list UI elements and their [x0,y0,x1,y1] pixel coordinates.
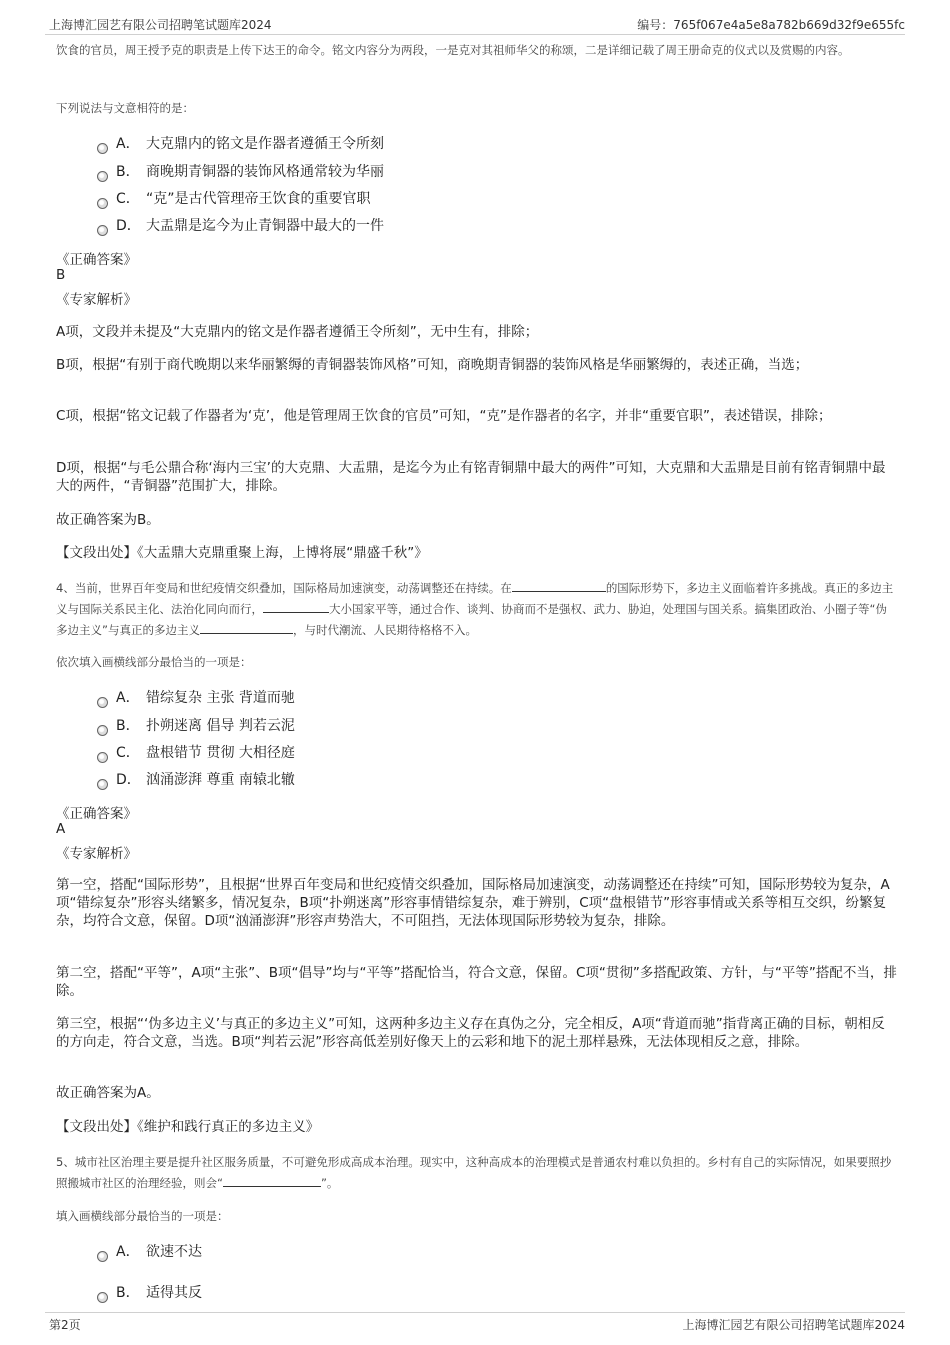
radio-icon[interactable] [97,697,108,708]
q4-answer: A [56,821,66,837]
q3-analysis-d: D项，根据“与毛公鼎合称‘海内三宝’的大克鼎、大盂鼎，是迄今为止有铭青铜鼎中最大的两件”可知，大克鼎和大盂鼎是目前有铭青铜鼎中最大的两件，“青铜器”范围扩大，排除。 [56,460,886,494]
q3-prompt: 下列说法与文意相符的是： [56,101,194,115]
q3-conclusion: 故正确答案为B。 [56,512,160,528]
q3-option-d[interactable]: D． 大盂鼎是迄今为止青铜器中最大的一件 [97,216,384,236]
radio-icon[interactable] [97,143,108,154]
q4-analysis-first-blank: 第一空，搭配“国际形势”，且根据“世界百年变局和世纪疫情交织叠加，国际格局加速演变，动荡调整还在持续”可知，国际形势较为复杂，A项“错综复杂”形容头绪繁多，情况复杂，B项“扑朔迷离”形容事情错综复杂，难于辨别，C项“盘根错节”形容事情或关系等相互交织，纷繁复杂，均符合文意，保留。D项“汹涌澎湃”形容声势浩大，不可阻挡，无法体现国际形势较为复杂，排除。 [56,877,890,929]
q4-option-d[interactable]: D． 汹涌澎湃 尊重 南辕北辙 [97,770,295,790]
q4-analysis-second-blank: 第二空，搭配“平等”，A项“主张”、B项“倡导”均与“平等”搭配恰当，符合文意，保留。C项“贯彻”多搭配政策、方针，与“平等”搭配不当，排除。 [56,965,897,999]
radio-icon[interactable] [97,198,108,209]
q4-answer-label: 《正确答案》 [56,806,137,822]
q4-option-b[interactable]: B． 扑朔迷离 倡导 判若云泥 [97,716,295,736]
footer-title: 上海博汇园艺有限公司招聘笔试题库2024 [682,1318,905,1332]
radio-icon[interactable] [97,725,108,736]
radio-icon[interactable] [97,225,108,236]
q4-conclusion: 故正确答案为A。 [56,1085,160,1101]
q4-analysis-third-blank: 第三空，根据“‘伪多边主义’与真正的多边主义”可知，这两种多边主义存在真伪之分，完全相反，A项“背道而驰”指背离正确的目标，朝相反的方向走，符合文意，当选。B项“判若云泥”形容高低差别好像天上的云彩和地下的泥土那样悬殊，无法体现相反之意，排除。 [56,1016,885,1050]
q3-source: 【文段出处】《大盂鼎大克鼎重聚上海，上博将展“鼎盛千秋”》 [56,545,428,561]
radio-icon[interactable] [97,752,108,763]
q5-option-b[interactable]: B． 适得其反 [97,1283,202,1303]
q3-analysis-b: B项，根据“有别于商代晚期以来华丽繁缛的青铜器装饰风格”可知，商晚期青铜器的装饰风格是华丽繁缛的，表述正确，当选； [56,357,809,373]
page-footer [45,1312,905,1335]
blank-line [512,579,606,592]
q3-option-b[interactable]: B． 商晚期青铜器的装饰风格通常较为华丽 [97,162,384,182]
q3-answer: B [56,267,66,283]
page-number: 第2页 [49,1318,81,1332]
q3-analysis-label: 《专家解析》 [56,292,137,308]
q3-intro: 饮食的官员，周王授予克的职责是上传下达王的命令。铭文内容分为两段，一是克对其祖师华父的称颂，二是详细记载了周王册命克的仪式以及赏赐的内容。 [56,43,850,57]
q4-option-c[interactable]: C． 盘根错节 贯彻 大相径庭 [97,743,295,763]
radio-icon[interactable] [97,779,108,790]
q4-prompt: 依次填入画横线部分最恰当的一项是： [56,655,252,669]
q3-option-c[interactable]: C． “克”是古代管理帝王饮食的重要官职 [97,189,371,209]
q5-prompt: 填入画横线部分最恰当的一项是： [56,1209,229,1223]
q4-analysis-label: 《专家解析》 [56,846,137,862]
q5-stem: 5、城市社区治理主要是提升社区服务质量，不可避免形成高成本治理。现实中，这种高成本的治理模式是普通农村难以负担的。乡村有自己的实际情况，如果要照抄照搬城市社区的治理经验，则会“ ”。 [56,1155,892,1190]
q4-stem: 4、当前，世界百年变局和世纪疫情交织叠加，国际格局加速演变，动荡调整还在持续。在 的国际形势下，多边主义面临着许多挑战。真正的多边主义与国际关系民主化、法治化同向而行， 大小国家平等，通过合作、谈判、协商而不是强权、武力、胁迫，处理国与国关系。搞集团政治、小圈子等“伪多边主义”与真正的多边主义 ，与时代潮流、人民期待格格不入。 [56,581,894,637]
blank-line [200,621,293,634]
blank-line [223,1174,321,1187]
radio-icon[interactable] [97,1251,108,1262]
header-title: 上海博汇园艺有限公司招聘笔试题库2024 [49,18,272,32]
q4-source: 【文段出处】《维护和践行真正的多边主义》 [56,1119,320,1135]
q3-analysis-c: C项，根据“铭文记载了作器者为‘克’，他是管理周王饮食的官员”可知，“克”是作器者的名字，并非“重要官职”，表述错误，排除； [56,408,832,424]
blank-line [263,600,329,613]
q5-option-a[interactable]: A． 欲速不达 [97,1242,202,1262]
page-header [45,14,905,35]
q3-analysis-a: A项，文段并未提及“大克鼎内的铭文是作器者遵循王令所刻”，无中生有，排除； [56,324,539,340]
q4-option-a[interactable]: A． 错综复杂 主张 背道而驰 [97,688,295,708]
radio-icon[interactable] [97,171,108,182]
radio-icon[interactable] [97,1292,108,1303]
q3-answer-label: 《正确答案》 [56,252,137,268]
q3-option-a[interactable]: A． 大克鼎内的铭文是作器者遵循王令所刻 [97,134,384,154]
header-doc-id: 编号：765f067e4a5e8a782b669d32f9e655fc [637,18,905,32]
